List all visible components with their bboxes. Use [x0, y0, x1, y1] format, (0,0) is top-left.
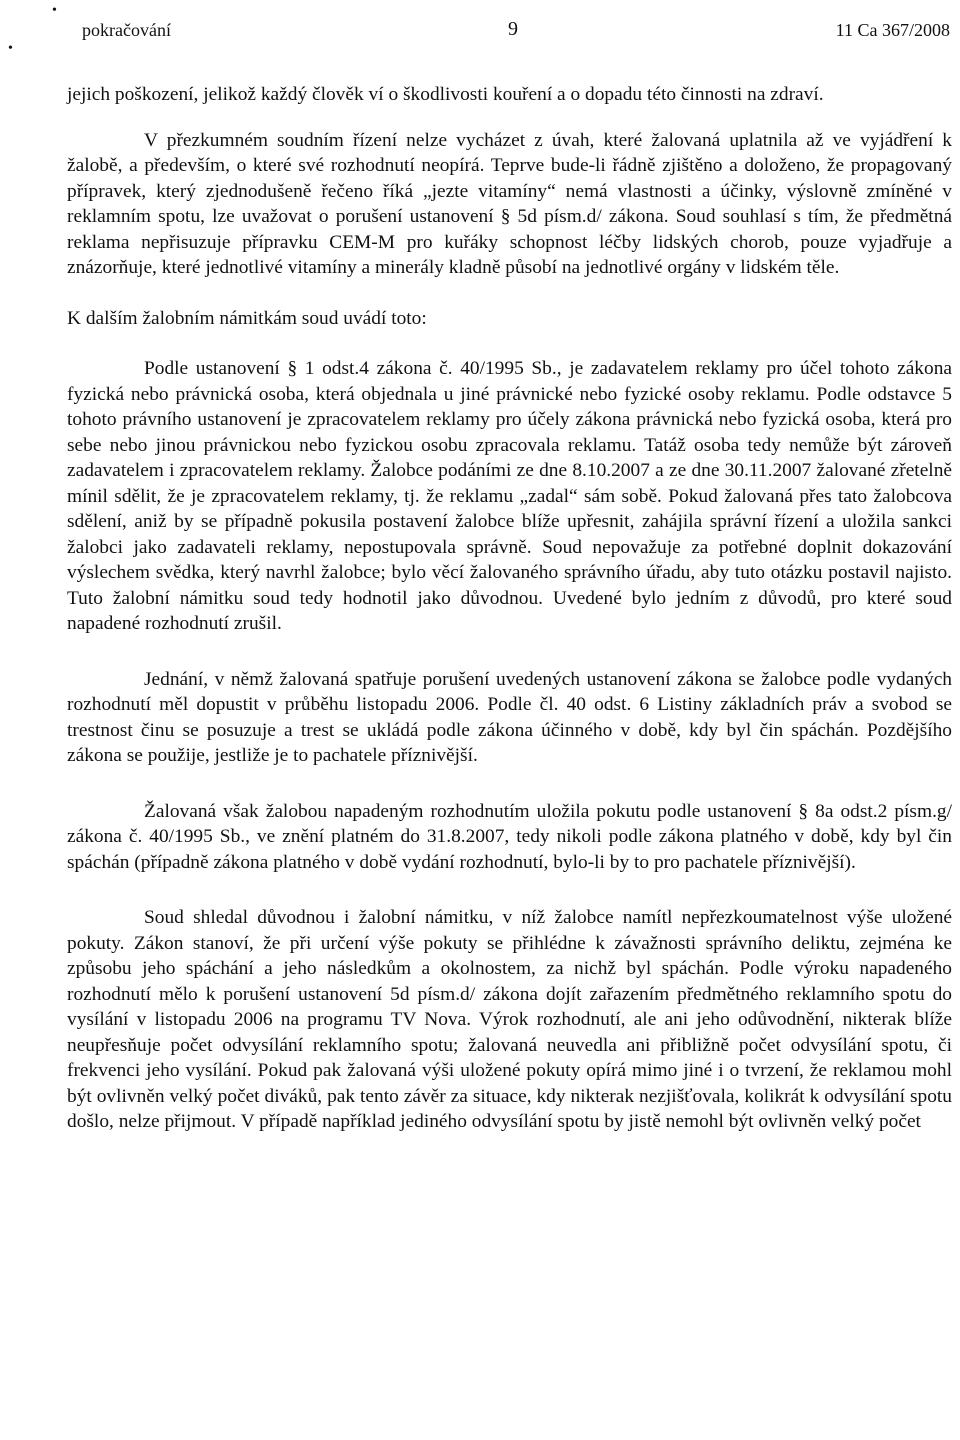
paragraph-1: jejich poškození, jelikož každý člověk ví o škodlivosti kouření a o dopadu této činnosti na zdraví.	[67, 84, 824, 105]
paragraph-6: Žalovaná však žalobou napadeným rozhodnutím uložila pokutu podle ustanovení § 8a odst.2 písm.g/ zákona č. 40/1995 Sb., ve znění platném do 31.8.2007, tedy nikoli podle zákona platného v době, kdy byl čin spáchán (případně zákona platného v době vydání rozhodnutí, bylo-li by to pro pachatele příznivější).	[67, 800, 952, 873]
page-number: 9	[508, 18, 518, 40]
paragraph-3: K dalším žalobním námitkám soud uvádí toto:	[67, 307, 427, 329]
page-header	[68, 18, 950, 48]
paragraph-4: Podle ustanovení § 1 odst.4 zákona č. 40/1995 Sb., je zadavatelem reklamy pro účel tohoto zákona fyzická nebo právnická osoba, která objednala u jiné právnické nebo fyzické osoby reklamu. Podle odstavce 5 tohoto právního ustanovení je zpracovatelem reklamy pro účely zákona právnická nebo fyzická osoba, která pro sebe nebo jinou právnickou nebo fyzickou osobu zpracovala reklamu. Tatáž osoba tedy nemůže být zároveň zadavatelem i zpracovatelem reklamy. Žalobce podáními ze dne 8.10.2007 a ze dne 30.11.2007 žalované zřetelně mínil sdělit, že je zpracovatelem reklamy, tj. že reklamu „zadal“ sám sobě. Pokud žalovaná přes tato žalobcova sdělení, aniž by se případně pokusila postavení žalobce blíže upřesnit, zahájila správní řízení a uložila sankci žalobci jako zadavateli reklamy, nepostupovala správně. Soud nepovažuje za potřebné doplnit dokazování výslechem svědka, který navrhl žalobce; bylo věcí žalovaného správního úřadu, aby tuto otázku postavil najisto. Tuto žalobní námitku soud tedy hodnotil jako důvodnou. Uvedené bylo jedním z důvodů, pro které soud napadené rozhodnutí zrušil.	[67, 358, 952, 634]
paragraph-5: Jednání, v němž žalovaná spatřuje porušení uvedených ustanovení zákona se žalobce podle vydaných rozhodnutí měl dopustit v průběhu listopadu 2006. Podle čl. 40 odst. 6 Listiny základních práv a svobod se trestnost činu se posuzuje a trest se ukládá podle zákona účinného v době, kdy byl čin spáchán. Pozdějšího zákona se použije, jestliže je to pachatele příznivější.	[67, 668, 952, 766]
paragraph-2: V přezkumném soudním řízení nelze vycházet z úvah, které žalovaná uplatnila až ve vyjádření k žalobě, a především, o které své rozhodnutí neopírá. Teprve bude-li řádně zjištěno a doloženo, že propagovaný přípravek, který zjednodušeně řečeno říká „jezte vitamíny“ nemá vlastnosti a účinky, výslovně zmíněné v reklamním spotu, lze uvažovat o porušení ustanovení § 5d písm.d/ zákona. Soud souhlasí s tím, že předmětná reklama nepřisuzuje přípravku CEM-M pro kuřáky schopnost léčby lidských chorob, pouze vyjadřuje a znázorňuje, které jednotlivé vitamíny a minerály kladně působí na jednotlivé orgány v lidském těle.	[67, 129, 952, 278]
continuation-label: pokračování	[82, 20, 171, 40]
document-body	[67, 82, 952, 1135]
scan-mark-top: •	[52, 3, 57, 18]
scan-mark-left: •	[8, 41, 13, 56]
paragraph-7: Soud shledal důvodnou i žalobní námitku, v níž žalobce namítl nepřezkoumatelnost výše uložené pokuty. Zákon stanoví, že při určení výše pokuty se přihlédne k závažnosti správního deliktu, zejména ke způsobu jeho spáchání a jeho následkům a okolnostem, za nichž byl spáchán. Podle výroku napadeného rozhodnutí mělo k porušení ustanovení 5d písm.d/ zákona dojít zařazením předmětného reklamního spotu do vysílání v listopadu 2006 na programu TV Nova. Výrok rozhodnutí, ale ani jeho odůvodnění, nikterak blíže neupřesňuje počet odvysílání reklamního spotu; žalovaná neuvedla ani přibližně počet odvysílání spotu, či frekvenci jeho vysílání. Pokud pak žalovaná výši uložené pokuty opírá mimo jiné i o tvrzení, že reklamou mohl být ovlivněn velký počet diváků, pak tento závěr za situace, kdy nikterak nezjišťovala, kolikrát k odvysílání spotu došlo, nelze přijmout. V případě například jediného odvysílání spotu by jistě nemohl být ovlivněn velký počet	[67, 907, 952, 1132]
case-number: 11 Ca 367/2008	[835, 20, 950, 40]
